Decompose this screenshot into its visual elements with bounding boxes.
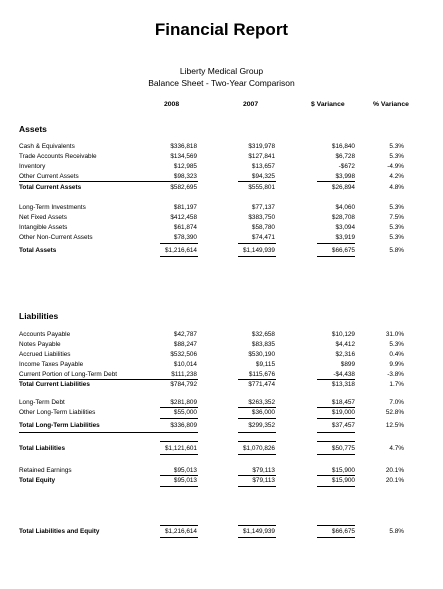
row-label: Cash & Equivalents — [19, 143, 75, 150]
row-label: Total Current Assets — [19, 184, 82, 191]
report-subtitle: Balance Sheet - Two-Year Comparison — [148, 78, 295, 88]
divider — [238, 486, 276, 487]
value-percent-variance: 31.0% — [385, 331, 404, 338]
value-2008: $81,197 — [173, 204, 197, 211]
value-percent-variance: 52.8% — [385, 409, 404, 416]
value-percent-variance: 5.3% — [389, 143, 404, 150]
value-2007: $555,801 — [248, 184, 275, 191]
total-row — [0, 477, 443, 487]
value-2008: $134,569 — [170, 153, 197, 160]
value-dollar-variance: $13,318 — [331, 381, 355, 388]
value-2007: $58,780 — [251, 224, 275, 231]
value-2007: $13,657 — [251, 163, 275, 170]
row-label: Total Liabilities — [19, 445, 66, 452]
divider — [160, 418, 198, 419]
value-2007: $115,676 — [248, 371, 275, 378]
value-2007: $319,978 — [248, 143, 275, 150]
value-dollar-variance: $18,457 — [331, 399, 355, 406]
value-2007: $79,113 — [252, 467, 275, 474]
value-2008: $78,390 — [173, 234, 197, 241]
value-2008: $784,792 — [170, 381, 197, 388]
divider — [317, 475, 355, 476]
value-percent-variance: 4.2% — [389, 173, 404, 180]
divider — [19, 181, 160, 182]
value-dollar-variance: $26,894 — [331, 184, 355, 191]
table-row — [0, 153, 443, 163]
value-2007: $32,658 — [251, 331, 275, 338]
table-row — [0, 163, 443, 173]
row-label: Inventory — [19, 163, 46, 170]
row-label: Other Current Assets — [19, 173, 79, 180]
value-dollar-variance: $899 — [340, 361, 355, 368]
value-2007: $771,474 — [248, 381, 275, 388]
table-row — [0, 234, 443, 244]
value-percent-variance: 5.8% — [389, 247, 404, 254]
value-dollar-variance: $16,840 — [331, 143, 355, 150]
value-2007: $77,137 — [251, 204, 275, 211]
divider — [238, 256, 276, 257]
row-label: Other Long-Term Liabilities — [19, 409, 96, 416]
total-row — [0, 184, 443, 194]
divider — [317, 379, 355, 380]
value-dollar-variance: $10,129 — [331, 331, 355, 338]
value-2007: $530,190 — [248, 351, 275, 358]
divider — [238, 432, 276, 433]
value-2008: $10,014 — [173, 361, 197, 368]
table-row — [0, 409, 443, 419]
value-dollar-variance: $28,708 — [331, 214, 355, 221]
value-dollar-variance: $50,775 — [331, 445, 355, 452]
value-2008: $111,238 — [171, 371, 197, 378]
row-label: Trade Accounts Receivable — [19, 153, 97, 160]
row-label: Net Fixed Assets — [19, 214, 67, 221]
row-label: Long-Term Investments — [19, 204, 86, 211]
value-2008: $336,818 — [170, 143, 197, 150]
row-label: Total Equity — [19, 477, 56, 484]
table-row — [0, 351, 443, 361]
value-percent-variance: 4.7% — [389, 445, 404, 452]
value-percent-variance: 1.7% — [389, 381, 404, 388]
value-dollar-variance: $37,457 — [331, 422, 355, 429]
value-2008: $42,787 — [173, 331, 197, 338]
divider — [160, 407, 198, 408]
divider — [238, 243, 276, 244]
row-label: Total Long-Term Liabilities — [19, 422, 100, 429]
value-2007: $36,000 — [251, 409, 275, 416]
divider — [160, 454, 198, 455]
report-title: Financial Report — [154, 20, 289, 39]
value-2008: $532,506 — [170, 351, 197, 358]
divider — [160, 486, 198, 487]
value-2008: $95,013 — [173, 477, 197, 484]
divider — [317, 454, 355, 455]
value-dollar-variance: $4,412 — [335, 341, 355, 348]
table-row — [0, 224, 443, 234]
value-2007: $1,149,939 — [243, 247, 275, 254]
value-2007: $127,841 — [248, 153, 275, 160]
value-2007: $263,352 — [248, 399, 275, 406]
value-percent-variance: -3.8% — [387, 371, 404, 378]
value-dollar-variance: $66,675 — [331, 247, 355, 254]
row-label: Total Current Liabilities — [19, 381, 90, 388]
value-percent-variance: 20.1% — [385, 467, 404, 474]
value-dollar-variance: $2,316 — [335, 351, 355, 358]
divider — [19, 432, 160, 433]
value-2007: $299,352 — [248, 422, 275, 429]
divider — [238, 181, 276, 182]
value-percent-variance: 5.3% — [389, 341, 404, 348]
row-label: Other Non-Current Assets — [19, 234, 93, 241]
divider — [317, 181, 355, 182]
divider — [317, 441, 355, 442]
row-label: Income Taxes Payable — [19, 361, 84, 368]
row-label: Accounts Payable — [19, 331, 71, 338]
value-dollar-variance: $3,094 — [335, 224, 355, 231]
divider — [238, 418, 276, 419]
value-2007: $83,835 — [251, 341, 275, 348]
value-2007: $383,750 — [248, 214, 275, 221]
col-header-2008: 2008 — [164, 101, 180, 108]
value-2007: $1,070,826 — [243, 445, 275, 452]
row-label: Intangible Assets — [19, 224, 68, 231]
value-percent-variance: 7.5% — [389, 214, 404, 221]
divider — [160, 181, 198, 182]
divider — [160, 243, 198, 244]
table-row — [0, 214, 443, 224]
value-dollar-variance: $66,675 — [331, 528, 355, 535]
divider — [238, 525, 276, 526]
value-dollar-variance: -$4,438 — [333, 371, 355, 378]
divider — [317, 256, 355, 257]
col-header-dollar-variance: $ Variance — [311, 101, 345, 108]
row-label: Long-Term Debt — [19, 399, 65, 406]
divider — [317, 243, 355, 244]
value-2008: $95,013 — [173, 467, 197, 474]
value-percent-variance: 5.8% — [389, 528, 404, 535]
divider — [160, 475, 198, 476]
total-row — [0, 422, 443, 432]
value-percent-variance: 20.1% — [385, 477, 404, 484]
divider — [238, 475, 276, 476]
table-row — [0, 361, 443, 371]
table-row — [0, 341, 443, 351]
value-dollar-variance: $15,900 — [331, 477, 355, 484]
value-percent-variance: 5.3% — [389, 234, 404, 241]
value-percent-variance: 5.3% — [389, 204, 404, 211]
divider — [160, 525, 198, 526]
value-percent-variance: 12.5% — [385, 422, 404, 429]
value-percent-variance: 7.0% — [389, 399, 404, 406]
row-label: Notes Payable — [19, 341, 61, 348]
value-2007: $79,113 — [252, 477, 275, 484]
table-row — [0, 467, 443, 477]
value-percent-variance: 5.3% — [389, 153, 404, 160]
value-percent-variance: 4.8% — [389, 184, 404, 191]
value-percent-variance: 9.9% — [389, 361, 404, 368]
value-2007: $74,471 — [251, 234, 275, 241]
divider — [238, 537, 276, 538]
value-2008: $88,247 — [173, 341, 197, 348]
company-name: Liberty Medical Group — [179, 66, 264, 76]
divider — [160, 379, 198, 380]
divider — [238, 454, 276, 455]
value-dollar-variance: $6,728 — [335, 153, 355, 160]
divider — [317, 432, 355, 433]
row-label: Retained Earnings — [19, 467, 72, 474]
divider — [160, 256, 198, 257]
total-row — [0, 381, 443, 391]
col-header-2007: 2007 — [243, 101, 259, 108]
row-label: Current Portion of Long-Term Debt — [19, 371, 118, 378]
divider — [160, 432, 198, 433]
section-heading-liabilities: Liabilities — [19, 311, 59, 321]
divider — [238, 441, 276, 442]
value-dollar-variance: $4,060 — [335, 204, 355, 211]
divider — [19, 379, 160, 380]
section-heading-assets: Assets — [19, 124, 47, 134]
value-dollar-variance: $19,000 — [331, 409, 355, 416]
divider — [317, 537, 355, 538]
value-2008: $12,985 — [173, 163, 197, 170]
row-label: Total Liabilities and Equity — [19, 528, 100, 535]
value-2007: $9,115 — [255, 361, 275, 368]
row-label: Accrued Liabilities — [19, 351, 71, 358]
value-dollar-variance: -$672 — [338, 163, 355, 170]
row-label: Total Assets — [19, 247, 57, 254]
value-2008: $336,809 — [170, 422, 197, 429]
table-row — [0, 204, 443, 214]
value-dollar-variance: $3,919 — [335, 234, 355, 241]
table-row — [0, 399, 443, 409]
value-2008: $1,216,614 — [165, 528, 197, 535]
divider — [317, 486, 355, 487]
total-row — [0, 445, 443, 455]
divider — [317, 407, 355, 408]
divider — [317, 418, 355, 419]
divider — [160, 537, 198, 538]
divider — [317, 525, 355, 526]
value-dollar-variance: $15,900 — [331, 467, 355, 474]
grand-total-row — [0, 528, 443, 538]
value-dollar-variance: $3,998 — [335, 173, 355, 180]
value-2008: $61,874 — [173, 224, 197, 231]
value-2008: $281,809 — [170, 399, 197, 406]
value-percent-variance: 0.4% — [389, 351, 404, 358]
divider — [238, 379, 276, 380]
value-2007: $94,325 — [251, 173, 275, 180]
divider — [238, 407, 276, 408]
value-2007: $1,149,939 — [243, 528, 275, 535]
value-2008: $412,458 — [170, 214, 197, 221]
value-2008: $1,121,601 — [165, 445, 197, 452]
divider — [160, 441, 198, 442]
table-row — [0, 331, 443, 341]
value-2008: $1,216,614 — [165, 247, 197, 254]
value-2008: $582,695 — [170, 184, 197, 191]
col-header-percent-variance: % Variance — [373, 101, 409, 108]
table-row — [0, 143, 443, 153]
total-row — [0, 247, 443, 257]
value-2008: $98,323 — [173, 173, 197, 180]
value-2008: $55,000 — [173, 409, 197, 416]
value-percent-variance: 5.3% — [389, 224, 404, 231]
value-percent-variance: -4.9% — [387, 163, 404, 170]
